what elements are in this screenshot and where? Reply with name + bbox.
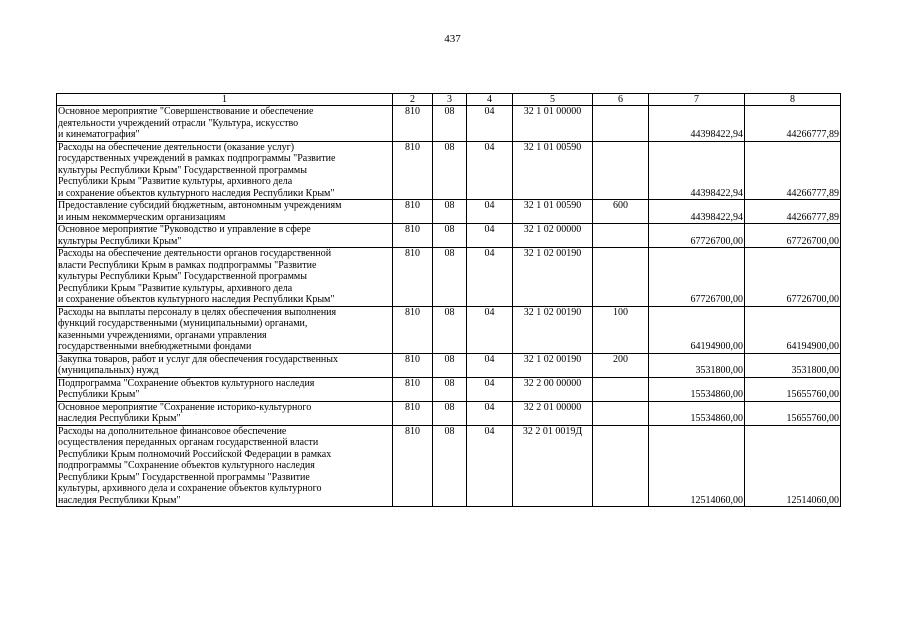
cell-amount-year-2: 15655760,00 <box>745 377 841 401</box>
cell-subsection-code: 04 <box>467 141 513 200</box>
cell-name: Предоставление субсидий бюджетным, автономным учреждениям и иным некоммерческим организациям <box>57 200 393 224</box>
cell-name: Основное мероприятие "Сохранение историко-культурного наследия Республики Крым" <box>57 401 393 425</box>
col-header-2: 2 <box>393 94 433 106</box>
cell-expense-type <box>593 377 649 401</box>
cell-subsection-code: 04 <box>467 200 513 224</box>
cell-target-article: 32 2 01 00000 <box>513 401 593 425</box>
cell-amount-year-2: 67726700,00 <box>745 224 841 248</box>
cell-amount-year-1: 67726700,00 <box>649 224 745 248</box>
table-header-row <box>57 94 841 106</box>
cell-name: Расходы на дополнительное финансовое обеспечение осуществления переданных органам государственной власти Республики Крым полномочий Российской Федерации в рамках подпрограммы "Сохранение объектов культурного наследия Республики Крым" Государственной программы "Развитие культуры, архивного дела и сохранение объектов культурного наследия Республики Крым" <box>57 425 393 507</box>
cell-ministry-code: 810 <box>393 425 433 507</box>
cell-name: Основное мероприятие "Руководство и управление в сфере культуры Республики Крым" <box>57 224 393 248</box>
cell-subsection-code: 04 <box>467 401 513 425</box>
cell-target-article: 32 1 01 00590 <box>513 141 593 200</box>
cell-ministry-code: 810 <box>393 377 433 401</box>
cell-expense-type <box>593 401 649 425</box>
cell-section-code: 08 <box>433 306 467 353</box>
cell-expense-type <box>593 224 649 248</box>
cell-section-code: 08 <box>433 377 467 401</box>
cell-name: Подпрограмма "Сохранение объектов культурного наследия Республики Крым" <box>57 377 393 401</box>
cell-amount-year-2: 64194900,00 <box>745 306 841 353</box>
cell-section-code: 08 <box>433 200 467 224</box>
col-header-7: 7 <box>649 94 745 106</box>
cell-target-article: 32 2 00 00000 <box>513 377 593 401</box>
cell-subsection-code: 04 <box>467 248 513 307</box>
cell-subsection-code: 04 <box>467 224 513 248</box>
cell-name: Закупка товаров, работ и услуг для обеспечения государственных (муниципальных) нужд <box>57 353 393 377</box>
table-row <box>57 224 841 248</box>
cell-section-code: 08 <box>433 141 467 200</box>
table-row <box>57 353 841 377</box>
cell-expense-type: 600 <box>593 200 649 224</box>
cell-ministry-code: 810 <box>393 401 433 425</box>
table-body <box>57 94 841 507</box>
cell-ministry-code: 810 <box>393 353 433 377</box>
cell-subsection-code: 04 <box>467 106 513 142</box>
cell-amount-year-1: 15534860,00 <box>649 377 745 401</box>
cell-section-code: 08 <box>433 353 467 377</box>
cell-ministry-code: 810 <box>393 200 433 224</box>
table-row <box>57 306 841 353</box>
cell-ministry-code: 810 <box>393 141 433 200</box>
cell-amount-year-2: 67726700,00 <box>745 248 841 307</box>
cell-amount-year-1: 12514060,00 <box>649 425 745 507</box>
cell-expense-type <box>593 248 649 307</box>
cell-target-article: 32 1 02 00190 <box>513 248 593 307</box>
cell-amount-year-2: 12514060,00 <box>745 425 841 507</box>
cell-expense-type <box>593 106 649 142</box>
cell-subsection-code: 04 <box>467 377 513 401</box>
cell-expense-type: 200 <box>593 353 649 377</box>
cell-target-article: 32 2 01 0019Д <box>513 425 593 507</box>
cell-section-code: 08 <box>433 106 467 142</box>
cell-target-article: 32 1 02 00000 <box>513 224 593 248</box>
col-header-3: 3 <box>433 94 467 106</box>
cell-ministry-code: 810 <box>393 224 433 248</box>
cell-amount-year-1: 44398422,94 <box>649 106 745 142</box>
cell-amount-year-1: 64194900,00 <box>649 306 745 353</box>
col-header-5: 5 <box>513 94 593 106</box>
cell-target-article: 32 1 01 00590 <box>513 200 593 224</box>
cell-section-code: 08 <box>433 248 467 307</box>
col-header-1: 1 <box>57 94 393 106</box>
cell-target-article: 32 1 01 00000 <box>513 106 593 142</box>
cell-target-article: 32 1 02 00190 <box>513 306 593 353</box>
budget-table <box>56 93 841 507</box>
cell-ministry-code: 810 <box>393 248 433 307</box>
cell-name: Расходы на выплаты персоналу в целях обеспечения выполнения функций государственными (муниципальными) органами, казенными учреждениями, органами управления государственными внебюджетными фондами <box>57 306 393 353</box>
cell-amount-year-2: 44266777,89 <box>745 141 841 200</box>
cell-target-article: 32 1 02 00190 <box>513 353 593 377</box>
col-header-6: 6 <box>593 94 649 106</box>
col-header-8: 8 <box>745 94 841 106</box>
cell-ministry-code: 810 <box>393 106 433 142</box>
table-row <box>57 401 841 425</box>
table-row <box>57 377 841 401</box>
table-row <box>57 248 841 307</box>
page-number: 437 <box>444 33 461 45</box>
cell-expense-type: 100 <box>593 306 649 353</box>
cell-section-code: 08 <box>433 224 467 248</box>
cell-section-code: 08 <box>433 401 467 425</box>
cell-expense-type <box>593 425 649 507</box>
cell-amount-year-2: 15655760,00 <box>745 401 841 425</box>
table-row <box>57 141 841 200</box>
cell-amount-year-1: 3531800,00 <box>649 353 745 377</box>
cell-name: Расходы на обеспечение деятельности (оказание услуг) государственных учреждений в рамках подпрограммы "Развитие культуры Республики Крым" Государственной программы Республики Крым "Развитие культуры, архивного дела и сохранение объектов культурного наследия Республики Крым" <box>57 141 393 200</box>
cell-amount-year-1: 44398422,94 <box>649 141 745 200</box>
cell-name: Расходы на обеспечение деятельности органов государственной власти Республики Крым в рамках подпрограммы "Развитие культуры Республики Крым" Государственной программы Республики Крым "Развитие культуры, архивного дела и сохранение объектов культурного наследия Республики Крым" <box>57 248 393 307</box>
cell-section-code: 08 <box>433 425 467 507</box>
cell-amount-year-2: 44266777,89 <box>745 106 841 142</box>
cell-amount-year-1: 15534860,00 <box>649 401 745 425</box>
cell-amount-year-1: 44398422,94 <box>649 200 745 224</box>
cell-subsection-code: 04 <box>467 306 513 353</box>
cell-amount-year-1: 67726700,00 <box>649 248 745 307</box>
cell-ministry-code: 810 <box>393 306 433 353</box>
cell-subsection-code: 04 <box>467 353 513 377</box>
cell-amount-year-2: 3531800,00 <box>745 353 841 377</box>
cell-name: Основное мероприятие "Совершенствование и обеспечение деятельности учреждений отрасли "Культура, искусство и кинематография" <box>57 106 393 142</box>
col-header-4: 4 <box>467 94 513 106</box>
cell-expense-type <box>593 141 649 200</box>
cell-amount-year-2: 44266777,89 <box>745 200 841 224</box>
table-row <box>57 200 841 224</box>
table-row <box>57 425 841 507</box>
table-row <box>57 106 841 142</box>
cell-subsection-code: 04 <box>467 425 513 507</box>
